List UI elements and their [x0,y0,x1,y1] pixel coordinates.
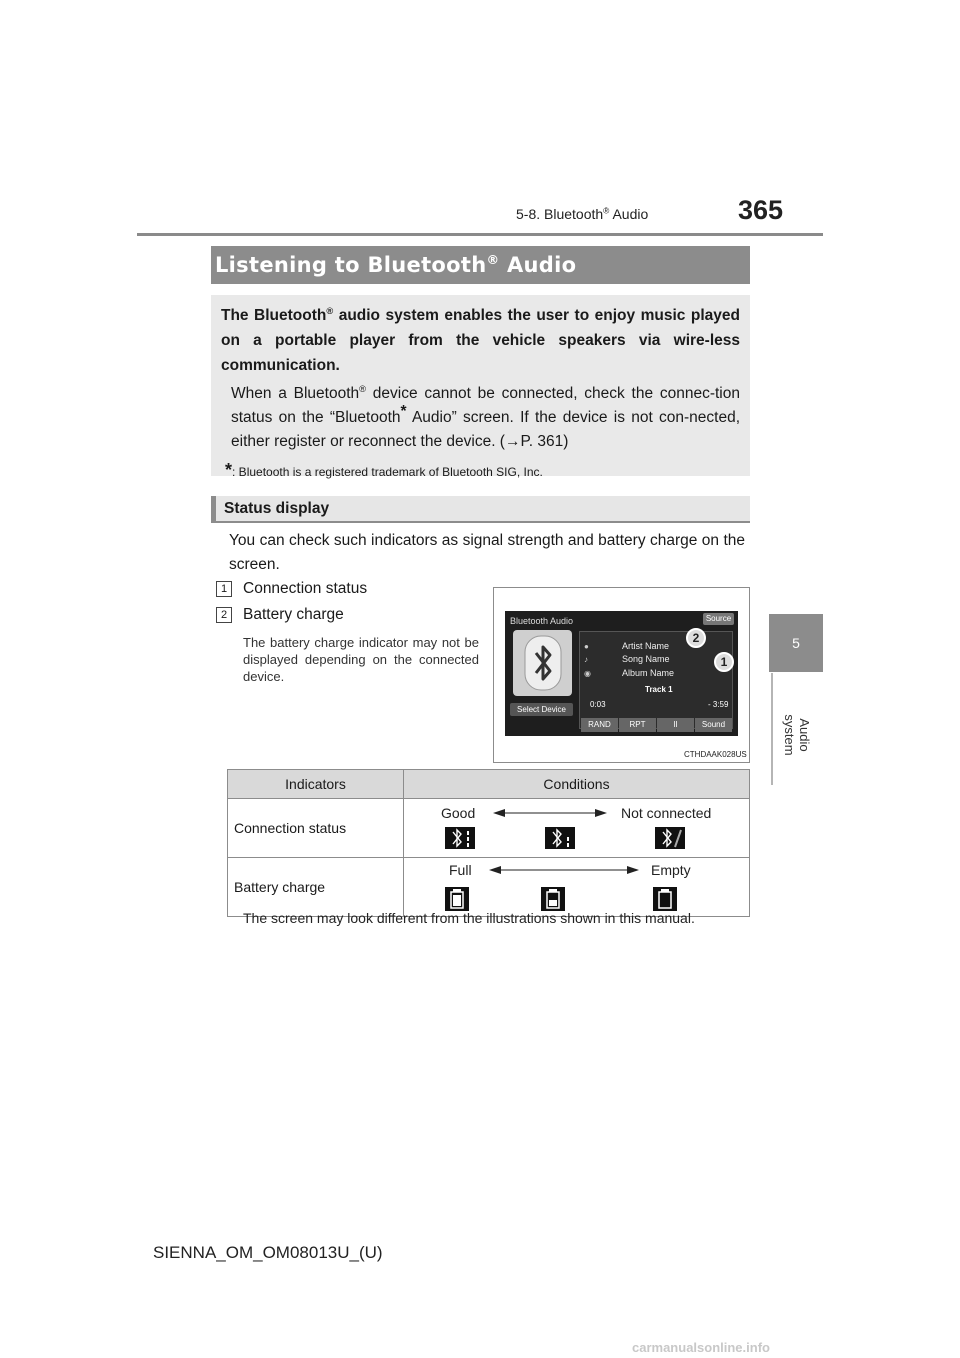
screen-title: Bluetooth Audio [510,616,574,626]
intro-note: When a Bluetooth® device cannot be connected, check the connec-tion status on the “Bluetooth* Audio” screen. If the device is not con-nected, either register or reconnect the device. (→P. 361) [231,383,740,450]
page-title: Listening to Bluetooth® Audio [211,246,750,284]
song-row: ♪ Song Name [584,654,670,664]
figure-code: CTHDAAK028US [684,750,747,759]
track-label: Track 1 [645,685,673,694]
signal-full-icon [445,827,475,849]
item-number-2: 2 [216,607,232,623]
illustration-note: The screen may look different from the illustrations shown in this manual. [243,910,695,926]
item-number-1: 1 [216,581,232,597]
double-arrow-icon [493,809,607,817]
battery-full-icon [445,887,469,911]
playback-buttons [581,718,732,732]
chapter-label: Audio system [782,714,812,756]
signal-none-icon [655,827,685,849]
full-label: Full [449,862,472,878]
col-indicators: Indicators [228,770,404,799]
battery-scale [405,859,748,915]
indicator-battery: Battery charge [228,858,404,917]
source-button[interactable]: Source [703,613,734,625]
intro-summary: The Bluetooth® audio system enables the user to enjoy music played on a portable player from the vehicle speakers via wire-less communication. [221,305,740,374]
person-icon: ● [584,642,589,651]
document-id: SIENNA_OM_OM08013U_(U) [153,1243,383,1262]
watermark: carmanualsonline.info [632,1340,770,1355]
not-connected-label: Not connected [621,805,712,821]
battery-empty-icon [653,887,677,911]
table-row [228,858,750,917]
signal-partial-icon [545,827,575,849]
callout-2: 2 [686,628,706,648]
sound-button[interactable]: Sound [695,718,732,732]
col-conditions: Conditions [404,770,750,799]
rpt-button[interactable]: RPT [619,718,656,732]
indicator-connection: Connection status [228,799,404,858]
section-header: 5-8. Bluetooth® Audio [516,205,649,222]
status-paragraph: You can check such indicators as signal strength and battery charge on the screen. [229,532,745,573]
good-label: Good [441,805,476,821]
empty-label: Empty [651,862,691,878]
remaining-time: - 3:59 [708,700,729,709]
intro-box [211,295,750,480]
artist-row: ● Artist Name [584,641,670,651]
battery-half-icon [541,887,565,911]
double-arrow-icon [489,866,639,874]
disc-icon: ◉ [584,669,591,678]
callout-1: 1 [714,652,734,672]
music-note-icon: ♪ [584,655,588,664]
conditions-battery [404,858,750,917]
trademark-footnote: *: Bluetooth is a registered trademark of Bluetooth SIG, Inc. [225,460,543,480]
chapter-tab[interactable]: 5 [769,614,823,672]
elapsed-time: 0:03 [590,700,606,709]
select-device-button[interactable]: Select Device [510,703,573,716]
status-display-heading: Status display [211,496,750,523]
battery-note: The battery charge indicator may not be displayed depending on the connected device. [243,635,479,684]
conditions-connection [404,799,750,858]
indicator-table [227,769,750,917]
rand-button[interactable]: RAND [581,718,618,732]
signal-scale [405,800,748,856]
item-connection-status: Connection status [243,580,368,597]
header-rule [137,233,823,236]
pause-button[interactable]: II [657,718,694,732]
table-row [228,799,750,858]
bluetooth-icon [524,635,562,691]
album-row: ◉ Album Name [584,668,675,678]
item-battery-charge: Battery charge [243,606,344,623]
page-number: 365 [738,195,784,225]
